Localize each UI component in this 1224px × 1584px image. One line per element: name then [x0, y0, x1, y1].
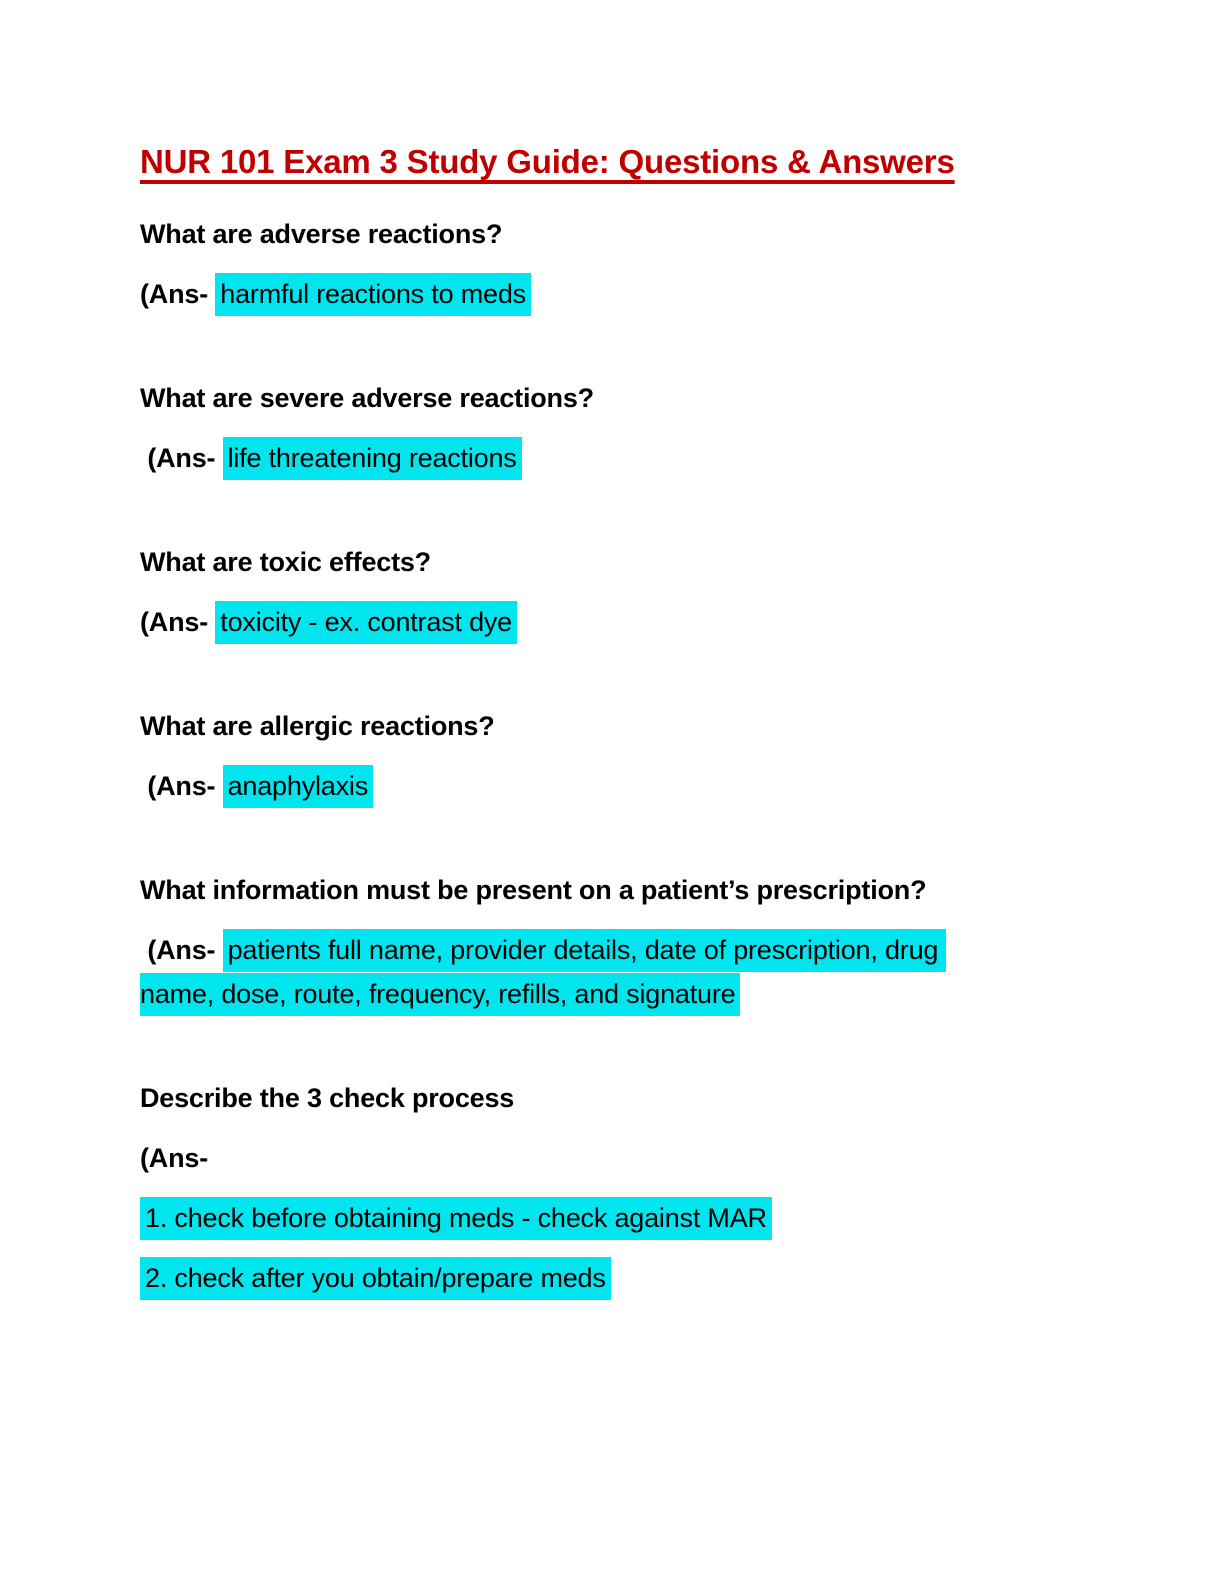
answer-item	[140, 1256, 1010, 1300]
answer-line	[140, 272, 1010, 316]
answer-highlight: toxicity - ex. contrast dye	[215, 601, 517, 644]
answer-item	[140, 1196, 1010, 1240]
question-text: What are allergic reactions?	[140, 711, 495, 741]
answer-prefix: (Ans-	[140, 771, 223, 801]
qa-block	[140, 540, 1084, 644]
answer-prefix: (Ans-	[140, 607, 216, 637]
qa-block	[140, 868, 1084, 1016]
qa-block	[140, 1076, 1084, 1300]
qa-list	[140, 212, 1084, 1300]
page-title: NUR 101 Exam 3 Study Guide: Questions & Answers	[140, 143, 955, 180]
answer-line	[140, 764, 1010, 808]
question-text: What are adverse reactions?	[140, 219, 503, 249]
answer-highlight: life threatening reactions	[223, 437, 522, 480]
qa-block	[140, 704, 1084, 808]
answer-prefix: (Ans-	[140, 443, 223, 473]
qa-block	[140, 212, 1084, 316]
answer-line	[140, 1136, 1010, 1180]
question-text: What are toxic effects?	[140, 547, 431, 577]
answer-line	[140, 600, 1010, 644]
question-text: What information must be present on a patient’s prescription?	[140, 875, 927, 905]
answer-highlight: harmful reactions to meds	[215, 273, 531, 316]
qa-block	[140, 376, 1084, 480]
answer-line	[140, 436, 1010, 480]
answer-prefix: (Ans-	[140, 279, 216, 309]
answer-item-highlight: 1. check before obtaining meds - check against MAR	[140, 1197, 772, 1240]
answer-prefix: (Ans-	[140, 1143, 208, 1173]
answer-line	[140, 928, 1010, 1016]
answer-item-highlight: 2. check after you obtain/prepare meds	[140, 1257, 611, 1300]
question-text: What are severe adverse reactions?	[140, 383, 594, 413]
answer-highlight: patients full name, provider details, date of prescription, drug name, dose, route, frequency, refills, and signature	[140, 929, 946, 1016]
answer-highlight: anaphylaxis	[223, 765, 373, 808]
answer-prefix: (Ans-	[140, 935, 223, 965]
question-text: Describe the 3 check process	[140, 1083, 515, 1113]
